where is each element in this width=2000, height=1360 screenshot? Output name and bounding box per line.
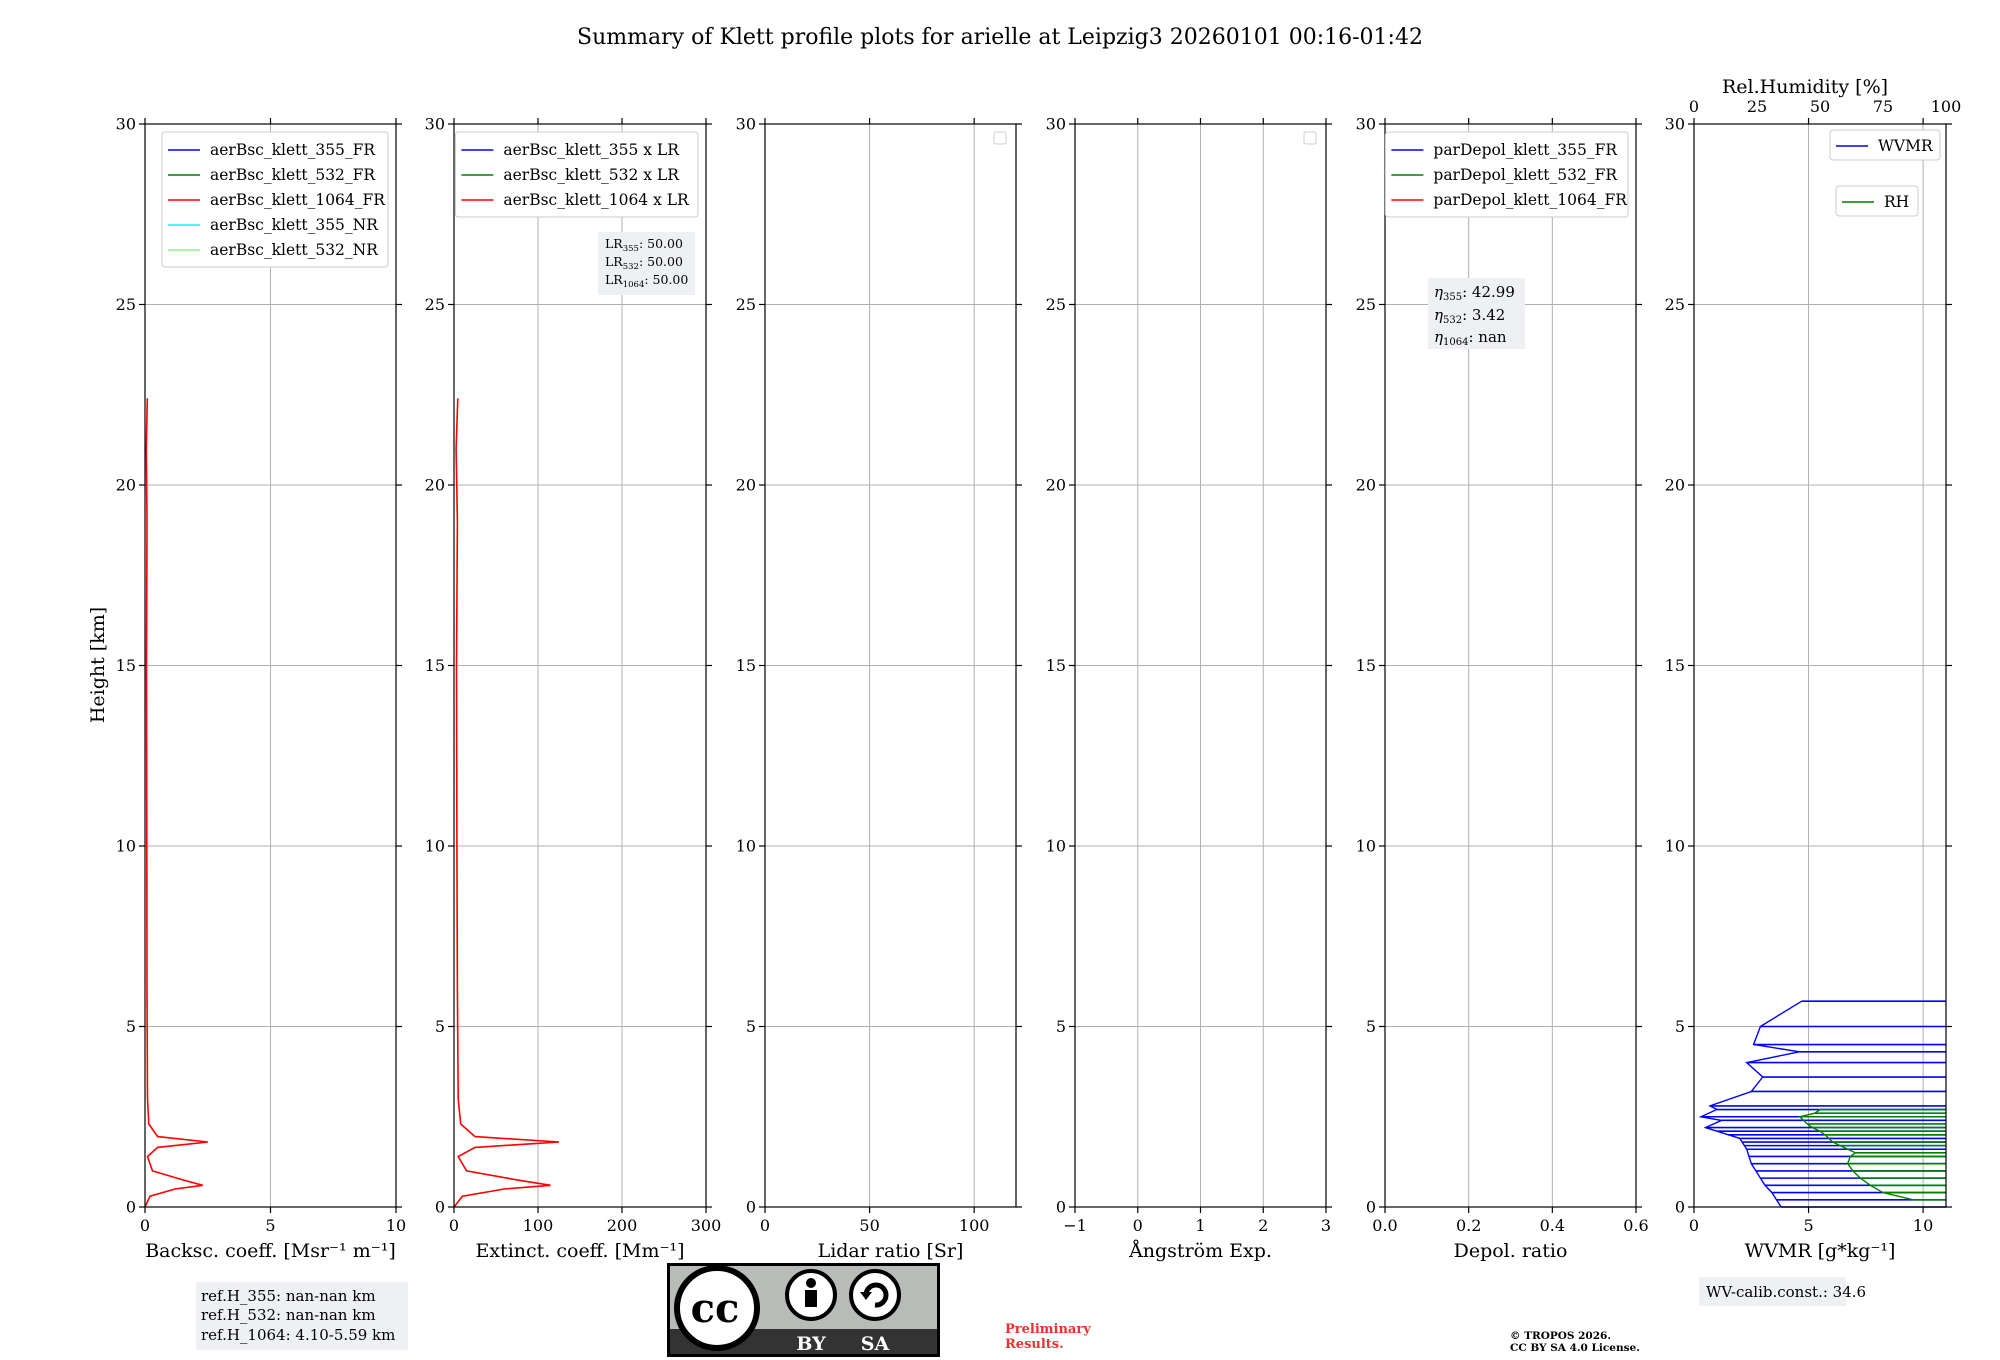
svg-text:LR532: 50.00: $LR_{532}$: 50.00 [605,254,683,272]
y-tick-label: 10 [1045,836,1066,856]
panel-4 [1046,115,1332,1263]
empty-legend-box [1304,132,1316,144]
copyright-line1: © TROPOS 2026. [1510,1330,1612,1342]
y-tick-label: 20 [1664,475,1685,495]
y-tick-label: 0 [125,1197,136,1217]
eta532-value: 3.42 [1471,306,1506,324]
x-axis-label: WVMR [g*kg⁻¹] [1744,1240,1896,1262]
legend-label: RH [1884,193,1910,211]
x-tick-label: 1 [1195,1216,1206,1235]
y-tick-label: 25 [1355,295,1376,314]
reference-height-box [196,1282,408,1350]
legend-label: parDepol_klett_1064_FR [1433,191,1627,209]
eta355-value: 42.99 [1471,283,1515,301]
top-axis-label: Rel.Humidity [%] [1721,76,1889,98]
panel-6 [1665,97,1962,1262]
svg-text:LR355: 50.00: $LR_{355}$: 50.00 [605,236,683,254]
y-tick-label: 15 [1355,656,1376,675]
y-tick-label: 0 [745,1197,756,1217]
x-tick-label: 0.4 [1539,1216,1566,1235]
y-tick-label: 5 [1055,1017,1066,1036]
eta1064-value: nan [1478,328,1507,346]
x-tick-label: 50 [859,1216,880,1235]
x-tick-label: 0 [139,1216,151,1235]
legend-label: aerBsc_klett_355_NR [210,216,378,234]
y-tick-label: 5 [434,1017,445,1036]
badge-sa-label: SA [860,1333,890,1355]
y-tick-label: 10 [1664,836,1685,856]
x-tick-label: 100 [958,1216,990,1235]
y-tick-label: 25 [424,295,445,314]
x-axis-label: Extinct. coeff. [Mm⁻¹] [475,1240,685,1262]
y-tick-label: 20 [1355,475,1376,495]
y-tick-label: 25 [1045,295,1066,314]
x-tick-label: 300 [690,1216,722,1235]
y-tick-label: 15 [735,656,756,675]
svg-text:η532: 3.42: $\eta_{532}$: 3.42 [1434,306,1506,326]
legend-label: aerBsc_klett_355 x LR [503,141,679,159]
x-tick-label: 5 [1803,1216,1814,1235]
cc-logo-text: cc [690,1285,740,1332]
x-axis-label: Depol. ratio [1453,1240,1568,1262]
legend-label: aerBsc_klett_1064_FR [210,191,385,209]
x-tick-label: −1 [1063,1216,1087,1235]
y-tick-label: 10 [115,836,136,856]
cc-license-badge [667,1263,940,1357]
figure-title: Summary of Klett profile plots for arielle at Leipzig3 20260101 00:16-01:42 [577,25,1423,50]
preliminary-label-line1: Preliminary [1005,1322,1091,1337]
y-axis-label: Height [km] [87,606,109,724]
y-tick-label: 30 [1664,114,1685,134]
lr355-value: 50.00 [647,236,683,251]
y-tick-label: 10 [1355,836,1376,856]
y-tick-label: 15 [1045,656,1066,675]
empty-legend-box [994,132,1006,144]
copyright-line2: CC BY SA 4.0 License. [1510,1342,1640,1354]
ref-height-355: ref.H_355: nan-nan km [201,1287,376,1305]
top-tick-label: 25 [1746,97,1768,116]
x-axis-label: Ångström Exp. [1129,1240,1272,1262]
y-tick-label: 15 [115,656,136,675]
y-tick-label: 15 [1664,656,1685,675]
x-tick-label: 0.6 [1623,1216,1649,1235]
lr1064-value: 50.00 [652,272,689,287]
x-tick-label: 0 [759,1216,771,1235]
y-tick-label: 20 [424,475,445,495]
series-line-aerBsc_klett_1064_FR [145,398,208,1207]
y-tick-label: 10 [424,836,445,856]
top-tick-label: 75 [1872,97,1894,116]
series-line-RH [1800,1110,1913,1200]
ref-height-1064: ref.H_1064: 4.10-5.59 km [201,1326,396,1344]
panels-layer [116,97,1962,1262]
x-axis-label: Backsc. coeff. [Msr⁻¹ m⁻¹] [145,1240,396,1262]
legend-label: WVMR [1878,137,1933,155]
y-tick-label: 30 [424,114,445,134]
wv-calibration-box [1699,1277,1866,1306]
x-tick-label: 0.2 [1455,1216,1482,1235]
x-tick-label: 2 [1258,1216,1269,1235]
y-tick-label: 10 [735,836,756,856]
top-tick-label: 0 [1688,97,1700,116]
svg-text:LR1064: 50.00: $LR_{1064}$: 50.00 [605,272,689,290]
top-tick-label: 100 [1930,97,1962,116]
legend-label: aerBsc_klett_532 x LR [503,166,679,184]
x-axis-label: Lidar ratio [Sr] [817,1240,964,1262]
y-tick-label: 30 [1355,114,1376,134]
x-tick-label: 10 [1912,1216,1934,1235]
legend-label: parDepol_klett_532_FR [1433,166,1618,184]
x-tick-label: 0.0 [1372,1216,1398,1235]
badge-by-label: BY [796,1333,826,1355]
y-tick-label: 5 [1365,1017,1376,1036]
y-tick-label: 30 [735,114,756,134]
y-tick-label: 0 [1365,1197,1376,1217]
preliminary-label-line2: Results. [1005,1337,1064,1352]
y-tick-label: 0 [434,1197,445,1217]
y-tick-label: 25 [1664,295,1685,314]
y-tick-label: 0 [1055,1197,1066,1217]
y-tick-label: 25 [115,295,136,314]
legend-label: parDepol_klett_355_FR [1433,141,1618,159]
y-tick-label: 20 [115,475,136,495]
x-tick-label: 0 [448,1216,460,1235]
y-tick-label: 25 [735,295,756,314]
ref-height-532: ref.H_532: nan-nan km [201,1306,376,1324]
top-tick-label: 50 [1809,97,1831,116]
panel-1 [116,115,407,1263]
svg-text:η355: 42.99: $\eta_{355}$: 42.99 [1434,283,1515,303]
svg-text:η1064: nan: $\eta_{1064}$: nan [1434,328,1507,348]
y-tick-label: 30 [1045,114,1066,134]
x-tick-label: 200 [606,1216,638,1235]
legend-label: aerBsc_klett_532_NR [210,241,378,259]
x-tick-label: 5 [265,1216,276,1235]
y-tick-label: 5 [1674,1017,1685,1036]
panel-3 [736,115,1022,1263]
x-tick-label: 100 [522,1216,554,1235]
y-tick-label: 20 [735,475,756,495]
lidar-ratio-info-box [598,232,695,295]
x-tick-label: 0 [1688,1216,1700,1235]
y-tick-label: 5 [745,1017,756,1036]
series-line-WVMR [1701,1001,1802,1207]
y-tick-label: 5 [125,1017,136,1036]
x-tick-label: 10 [385,1216,407,1235]
legend-label: aerBsc_klett_532_FR [210,166,376,184]
y-tick-label: 15 [424,656,445,675]
lr532-value: 50.00 [647,254,683,269]
x-tick-label: 3 [1320,1216,1332,1235]
legend-label: aerBsc_klett_355_FR [210,141,376,159]
x-tick-label: 0 [1132,1216,1143,1235]
series-line-aerBsc_klett_1064 x LR [454,398,559,1207]
y-tick-label: 30 [115,114,136,134]
y-tick-label: 20 [1045,475,1066,495]
wv-calibration-text: WV-calib.const.: 34.6 [1706,1283,1867,1301]
legend-label: aerBsc_klett_1064 x LR [503,191,689,209]
share-alike-icon [851,1271,899,1319]
y-tick-label: 0 [1674,1197,1685,1217]
eta-info-box [1428,278,1525,349]
